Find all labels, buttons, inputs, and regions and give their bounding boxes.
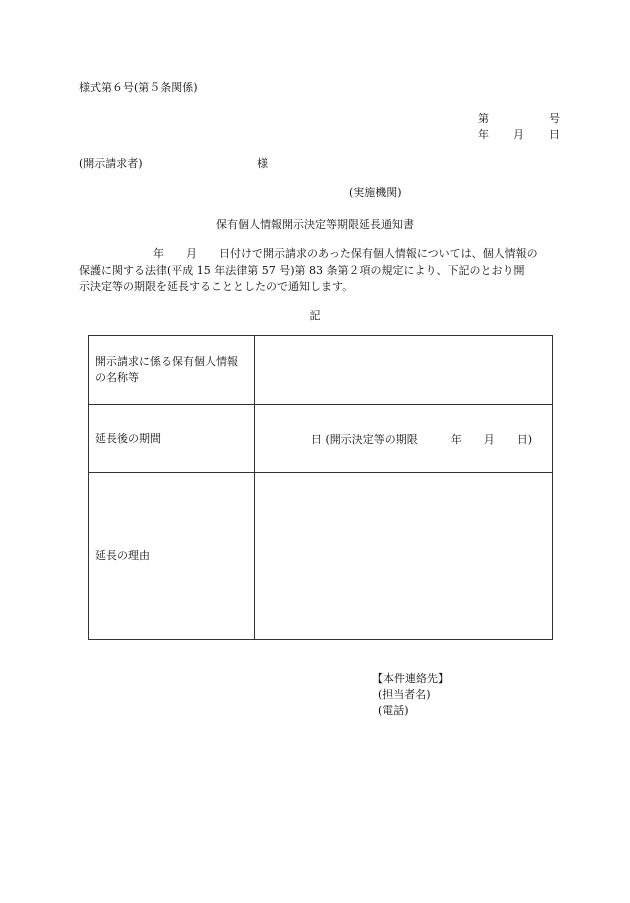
- doc-number-prefix: 第: [478, 112, 489, 125]
- body-line-2: 保護に関する法律(平成 15 年法律第 57 号)第 83 条第２項の規定により、下記のとおり開: [79, 264, 525, 277]
- requester-label: (開示請求者): [79, 157, 143, 170]
- doc-number-suffix: 号: [549, 112, 560, 125]
- extension-reason-label: 延長の理由: [89, 473, 255, 640]
- date-year: 年: [478, 128, 489, 141]
- body-line-3: 示決定等の期限を延長することとしたので通知します。: [79, 280, 354, 293]
- document-title: 保有個人情報開示決定等期限延長通知書: [216, 218, 414, 231]
- extended-period-value: 日 (開示決定等の期限 年 月 日): [255, 405, 553, 473]
- info-name-label: 開示請求に係る保有個人情報の名称等: [89, 336, 255, 405]
- ki-marker: 記: [309, 309, 321, 322]
- extended-period-label: 延長後の期間: [89, 405, 255, 473]
- table-row: [89, 473, 553, 640]
- requester-honorific: 様: [257, 157, 268, 170]
- contact-heading: 【本件連絡先】: [372, 672, 449, 685]
- info-name-value: [255, 336, 553, 405]
- contact-phone: (電話): [378, 704, 409, 717]
- details-table: [88, 335, 553, 640]
- table-row: [89, 405, 553, 473]
- body-line-1: 年 月 日付けで開示請求のあった保有個人情報については、個人情報の: [153, 247, 538, 260]
- table-row: [89, 336, 553, 405]
- form-number: 様式第６号(第５条関係): [79, 81, 198, 94]
- agency-label: (実施機関): [349, 186, 402, 199]
- date-month: 月: [513, 128, 524, 141]
- extension-reason-value: [255, 473, 553, 640]
- contact-person: (担当者名): [378, 688, 431, 701]
- date-day: 日: [549, 128, 560, 141]
